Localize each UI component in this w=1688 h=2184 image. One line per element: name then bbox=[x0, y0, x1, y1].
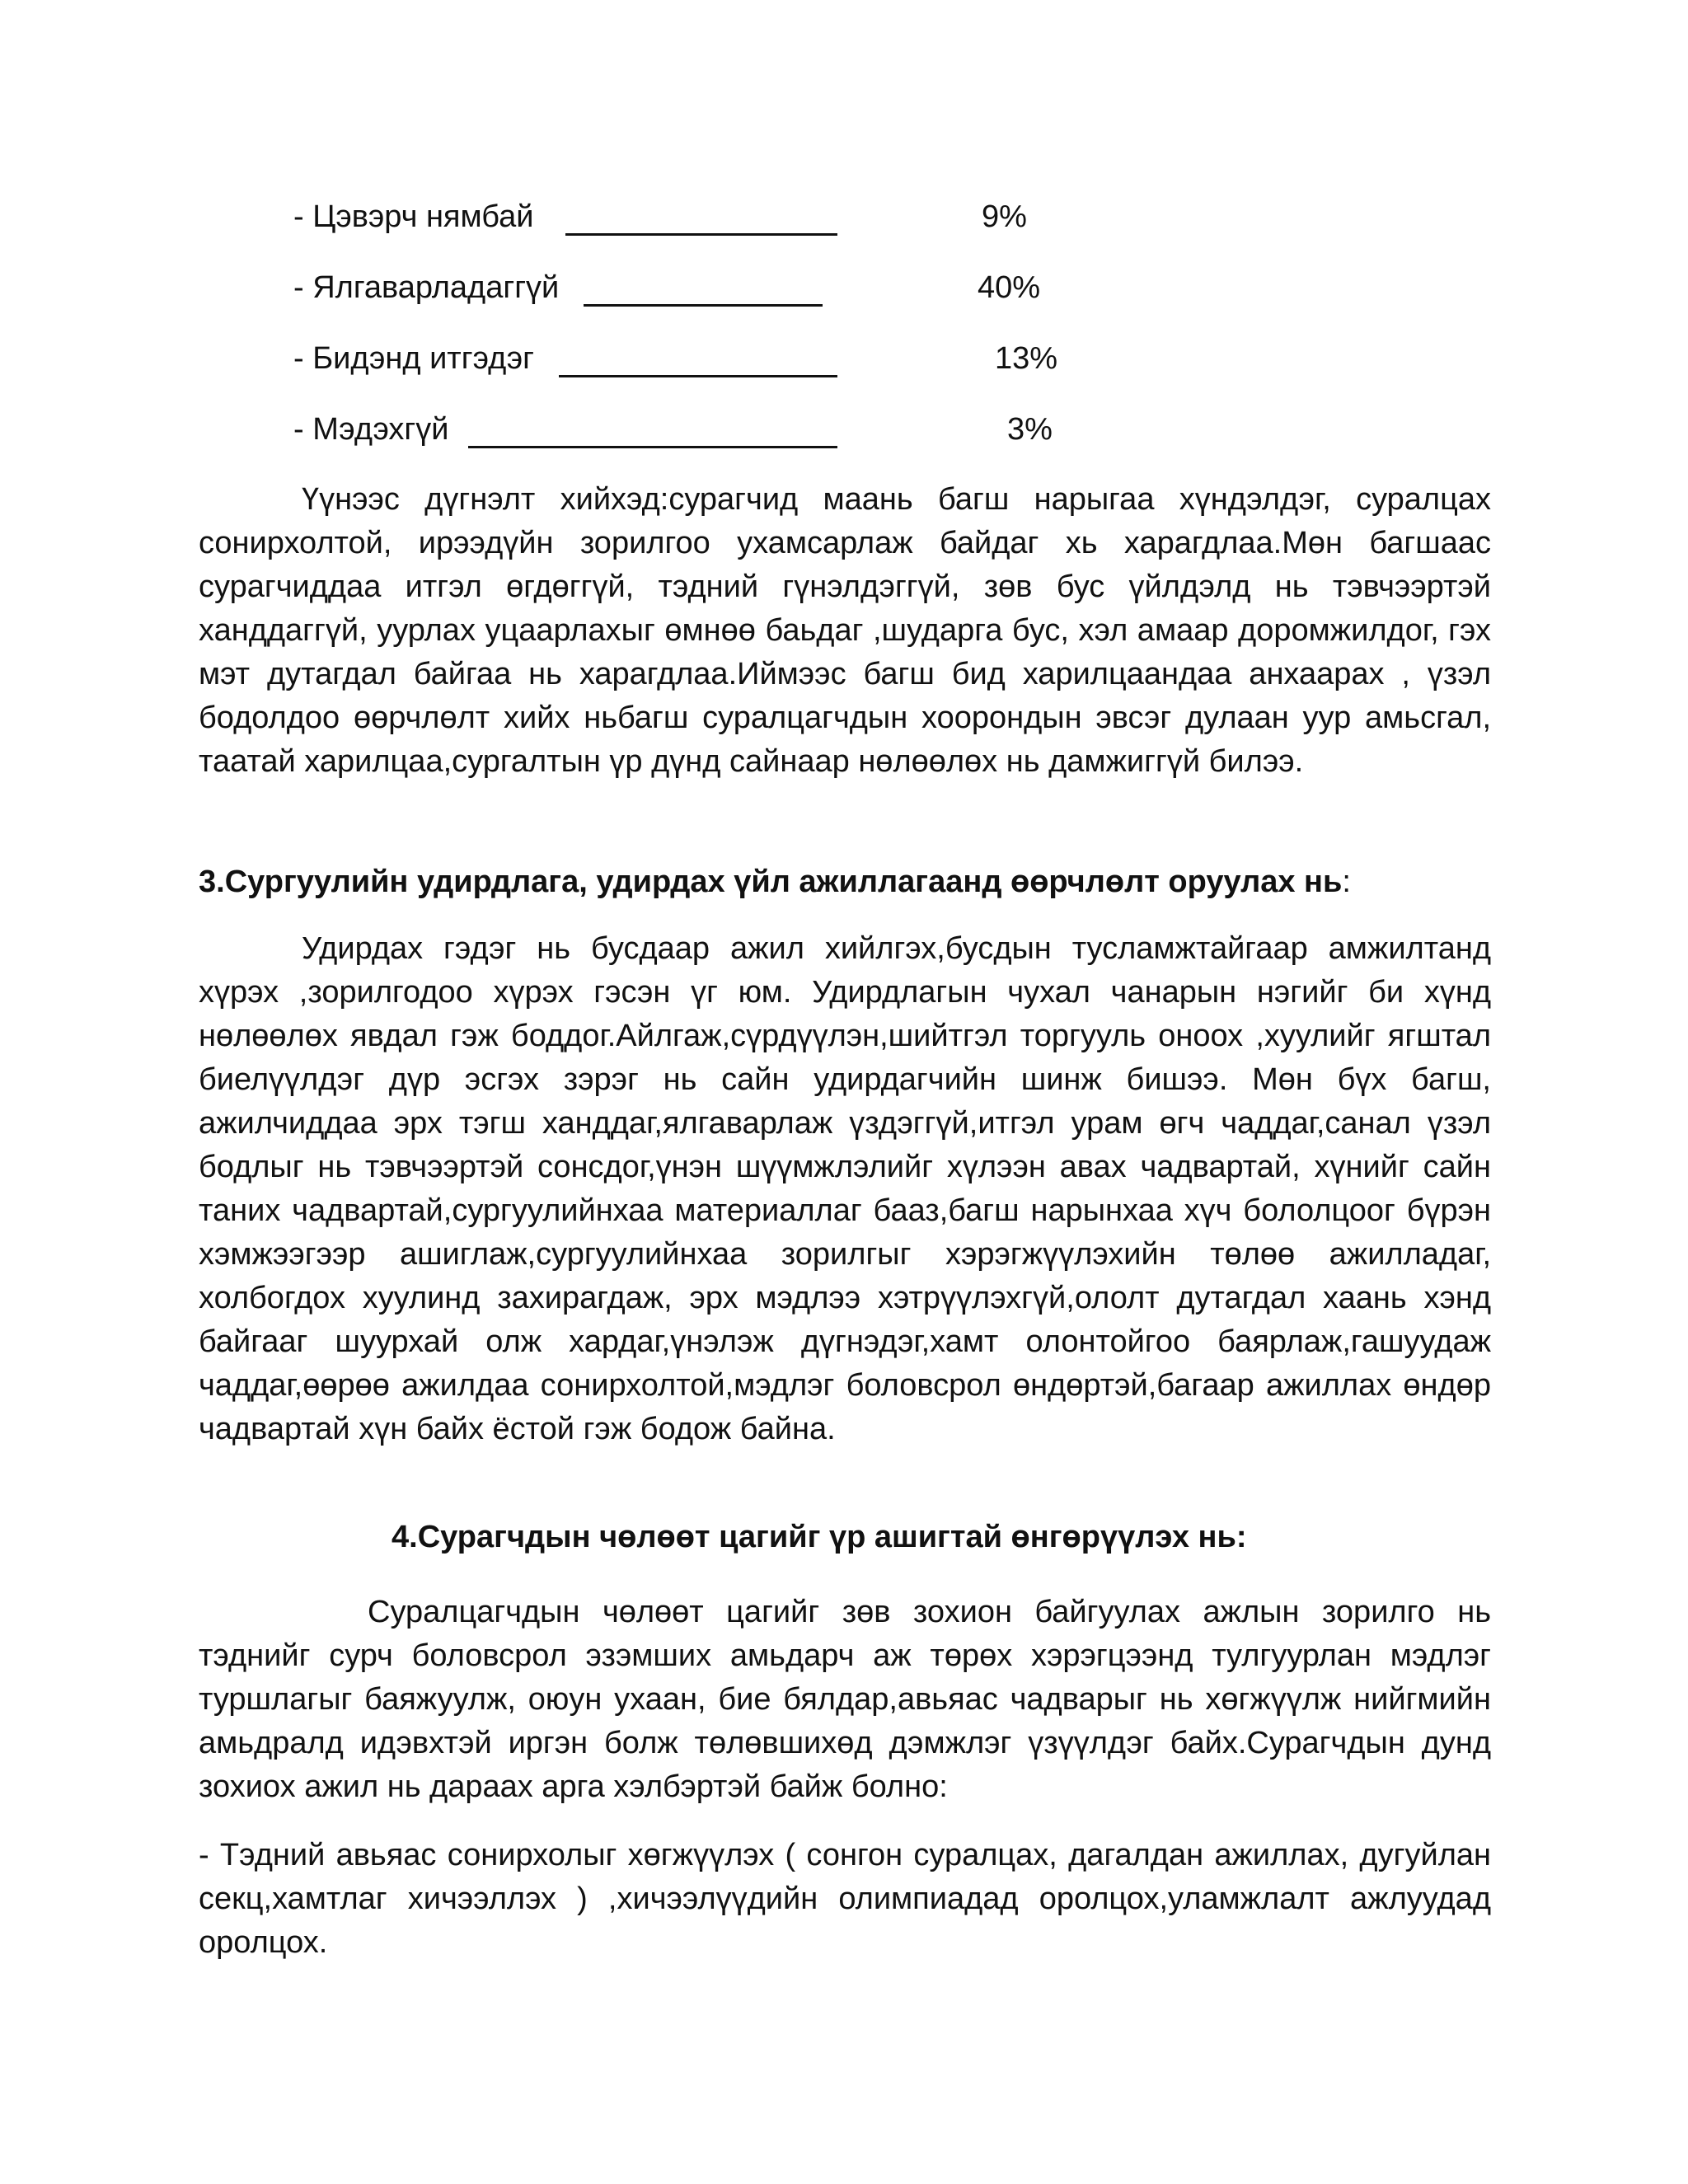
section-4-heading: 4.Сурагчдын чөлөөт цагийг үр ашигтай өнгөрүүлэх нь: bbox=[392, 1520, 1247, 1554]
survey-item-label: - Бидэнд итгэдэг bbox=[293, 341, 534, 376]
section-4-paragraph: Суралцагчдын чөлөөт цагийг зөв зохион байгуулах ажлын зорилго нь тэднийг сурч боловсрол эзэмших амьдарч аж төрөх хэрэгцээнд тулгуурлан мэдлэг туршлагыг баяжуулж, оюун ухаан, бие бялдар,авьяас чадварыг нь хөгжүүлж нийгмийн амьдралд идэвхтэй иргэн болж төлөвшихөд дэмжлэг үзүүлдэг байх.Сурагчдын дунд зохиох ажил нь дараах арга хэлбэртэй байж болно: bbox=[199, 1595, 1491, 1804]
survey-item-label: - Цэвэрч нямбай bbox=[293, 199, 534, 234]
survey-item bbox=[293, 409, 1118, 480]
section-3-paragraph: Удирдах гэдэг нь бусдаар ажил хийлгэх,бусдын тусламжтайгаар амжилтанд хүрэх ,зорилгодоо хүрэх гэсэн үг юм. Удирдлагын чухал чанарын нэгийг би хүнд нөлөөлөх явдал гэж боддог.Айлгаж,сүрдүүлэн,шийтгэл торгууль оноох ,хуулийг ягштал биелүүлдэг дүр эсгэх зэрэг нь сайн удирдагчийн шинж бишээ. Мөн бүх багш, ажилчиддаа эрх тэгш ханддаг,ялгаварлаж үздэггүй,итгэл урам өгч чаддаг,санал үзэл бодлыг нь тэвчээртэй сонсдог,үнэн шүүмжлэлийг хүлээн авах чадвартай, хүнийг сайн таних чадвартай,сургуулийнхаа материаллаг бааз,багш нарынхаа хүч бололцоог бүрэн хэмжээгээр ашиглаж,сургуулийнхаа зорилгыг хэрэгжүүлэхийн төлөө ажилладаг, холбогдох хуулинд захирагдаж, эрх мэдлээ хэтрүүлэхгүй,ололт дутагдал хаань хэнд байгааг шуурхай олж хардаг,үнэлэж дүгнэдэг,хамт олонтойгоо баярлаж,гашуудаж чаддаг,өөрөө ажилдаа сонирхолтой,мэдлэг боловсрол өндөртэй,багаар ажиллах өндөр чадвартай хүн байх ёстой гэж бодож байна. bbox=[199, 931, 1491, 1446]
section-4-bullet: - Тэдний авьяас сонирхолыг хөгжүүлэх ( сонгон суралцах, дагалдан ажиллах, дугуйлан секц,хамтлаг хичээллэх ) ,хичээлүүдийн олимпиадад оролцох,уламжлалт ажлуудад оролцох. bbox=[199, 1838, 1491, 1960]
survey-item-percent: 3% bbox=[1007, 412, 1053, 447]
survey-results-list bbox=[293, 196, 1118, 480]
survey-item-percent: 40% bbox=[978, 270, 1041, 305]
fill-line bbox=[559, 375, 837, 377]
survey-item-label: - Ялгаварладаггүй bbox=[293, 270, 560, 305]
survey-item bbox=[293, 196, 1118, 267]
fill-line bbox=[565, 233, 837, 236]
survey-item-percent: 9% bbox=[982, 199, 1027, 234]
section-3-heading bbox=[199, 861, 1351, 902]
survey-item-percent: 13% bbox=[995, 341, 1058, 376]
section-3-heading-text: 3.Сургуулийн удирдлага, удирдах үйл ажиллагаанд өөрчлөлт оруулах нь bbox=[199, 865, 1343, 899]
fill-line bbox=[468, 446, 837, 448]
survey-item bbox=[293, 338, 1118, 409]
section-3-heading-colon: : bbox=[1342, 865, 1351, 899]
survey-item-label: - Мэдэхгүй bbox=[293, 412, 449, 447]
fill-line bbox=[584, 304, 823, 307]
survey-item bbox=[293, 267, 1118, 338]
conclusion-paragraph: Үүнээс дүгнэлт хийхэд:сурагчид маань багш нарыгаа хүндэлдэг, суралцах сонирхолтой, ирээдүйн зорилгоо ухамсарлаж байдаг хь харагдлаа.Мөн багшаас сурагчиддаа итгэл өгдөггүй, тэдний гүнэлдэггүй, зөв бус үйлдэлд нь тэвчээртэй ханддаггүй, уурлах уцаарлахыг өмнөө баьдаг ,шударга бус, хэл амаар доромжилдог, гэх мэт дутагдал байгаа нь харагдлаа.Иймээс багш бид харилцаандаа анхаарах , үзэл бодолдоо өөрчлөлт хийх ньбагш суралцагчдын хоорондын эвсэг дулаан уур амьсгал, таатай харилцаа,сургалтын үр дүнд сайнаар нөлөөлөх нь дамжиггүй билээ. bbox=[199, 482, 1491, 779]
